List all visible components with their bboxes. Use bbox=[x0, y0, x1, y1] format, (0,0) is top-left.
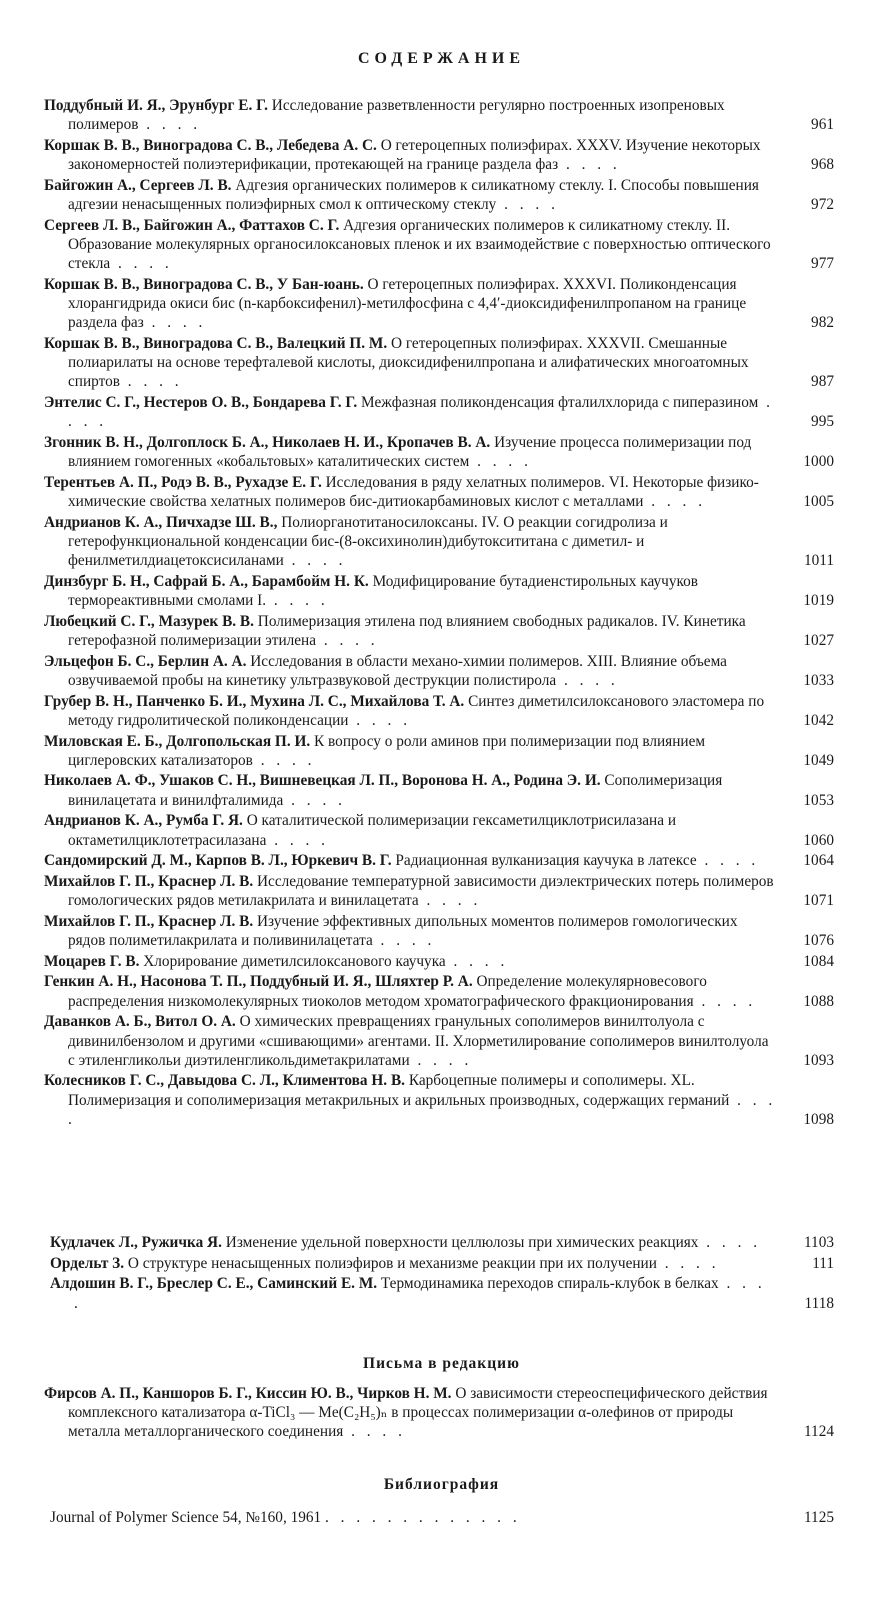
entry-authors: Поддубный И. Я., Эрунбург Е. Г. bbox=[44, 97, 268, 114]
toc-entry bbox=[50, 1254, 834, 1273]
entry-authors: Миловская Е. Б., Долгопольская П. И. bbox=[44, 732, 311, 750]
leader-dots: . . . . bbox=[68, 1091, 777, 1128]
page-number: 1027 bbox=[803, 631, 834, 649]
toc-entry bbox=[44, 1012, 834, 1070]
leader-dots: . . . . bbox=[266, 831, 329, 849]
page-number: 1118 bbox=[804, 1294, 834, 1312]
entry-title: Хлорирование диметилсилоксанового каучука bbox=[143, 952, 446, 970]
entry-title: Исследование температурной зависимости диэлектрических потерь полимеров гомологических рядов метилакрилата и винилацетата bbox=[68, 872, 774, 910]
toc-entry bbox=[44, 136, 834, 174]
page-number: 1125 bbox=[803, 1509, 834, 1526]
entry-title: Термодинамика переходов спираль-клубок в белках bbox=[380, 1275, 719, 1293]
toc-letters-list bbox=[44, 1384, 834, 1443]
page-title: СОДЕРЖАНИЕ bbox=[357, 50, 526, 67]
page-number: 1000 bbox=[803, 453, 834, 471]
leader-dots: . . . . bbox=[110, 255, 173, 273]
leader-dots: . . . . bbox=[496, 196, 559, 214]
entry-title: О гетероцепных полиэфирах. XXXVII. Смешанные полиарилаты на основе терефталевой кислоты, диоксидифенилпропана и алифатических многоатомных спиртов bbox=[68, 334, 749, 391]
page-number: 972 bbox=[811, 196, 834, 214]
leader-dots: . . . . bbox=[643, 493, 707, 511]
toc-entry bbox=[44, 692, 834, 730]
toc-entry bbox=[44, 176, 834, 214]
toc-entry bbox=[44, 96, 834, 134]
toc-entry bbox=[44, 952, 834, 971]
leader-dots: . . . . bbox=[119, 373, 183, 391]
leader-dots: . . . . bbox=[696, 852, 760, 870]
toc-entry bbox=[44, 851, 834, 870]
toc-entry bbox=[44, 393, 834, 431]
section-heading-letters: Письма в редакцию bbox=[363, 1355, 520, 1372]
entry-title: Адгезия органических полимеров к силикатному стеклу. I. Способы повышения адгезии ненасыщенных полиэфирных смол к оптическому стеклу bbox=[68, 176, 759, 214]
toc-entry bbox=[50, 1233, 834, 1252]
section-heading-bibliography: Библиография bbox=[383, 1476, 500, 1493]
page-number: 1011 bbox=[803, 552, 834, 570]
toc-entry bbox=[44, 275, 834, 333]
entry-title: Изучение процесса полимеризации под влиянием гомогенных «кобальтовых» каталитических систем bbox=[68, 433, 752, 471]
entry-authors: Терентьев А. П., Родэ В. В., Рухадзе Е. Г. bbox=[44, 473, 322, 491]
page-number: 961 bbox=[811, 116, 834, 134]
page-number: 968 bbox=[811, 156, 834, 174]
entry-authors: Андрианов К. А., Румба Г. Я. bbox=[44, 812, 243, 830]
entry-title: О каталитической полимеризации гексаметилциклотрисилазана и октаметилциклотетрасилазана bbox=[68, 812, 677, 849]
entry-title: Карбоцепные полимеры и сополимеры. XL. Полимеризация и сополимеризация метакрильных и акрильных производных, содержащих германий bbox=[68, 1072, 730, 1109]
entry-title: Исследования в области механо-химии полимеров. XIII. Влияние объема озвучиваемой пробы на кинетику ультразвуковой деструкции полистирола bbox=[68, 652, 727, 689]
entry-authors: Эльцефон Б. С., Берлин А. А. bbox=[44, 652, 247, 670]
bibliography-text: Journal of Polymer Science 54, №160, 1961 bbox=[50, 1509, 322, 1526]
leader-dots: . . . . bbox=[316, 631, 379, 649]
entry-authors: Байгожин А., Сергеев Л. В. bbox=[44, 176, 232, 194]
page-number: 111 bbox=[812, 1254, 834, 1272]
toc-entry bbox=[44, 872, 834, 910]
entry-authors: Коршак В. В., Виноградова С. В., Валецкий П. М. bbox=[44, 334, 388, 352]
entry-title: Исследование разветвленности регулярно построенных изопреновых полимеров bbox=[68, 97, 725, 134]
page-number: 1088 bbox=[803, 992, 834, 1010]
page-number: 1098 bbox=[803, 1110, 834, 1128]
toc-entry bbox=[44, 572, 834, 610]
entry-authors: Николаев А. Ф., Ушаков С. Н., Вишневецкая Л. П., Воронова Н. А., Родина Э. И. bbox=[44, 772, 601, 790]
toc-main-list bbox=[44, 96, 834, 1131]
toc-entry bbox=[44, 1071, 834, 1129]
page-number: 1071 bbox=[803, 892, 834, 910]
leader-dots: . . . . bbox=[693, 992, 757, 1010]
leader-dots: . . . . bbox=[68, 394, 774, 431]
leader-dots: . . . . bbox=[74, 1275, 766, 1312]
entry-title: Модифицирование бутадиенстирольных каучуков термореактивными смолами I. bbox=[68, 572, 699, 610]
toc-secondary-list bbox=[44, 1233, 834, 1314]
leader-dots: . . . . bbox=[418, 892, 482, 910]
leader-dots: . . . . bbox=[143, 314, 207, 332]
entry-authors: Любецкий С. Г., Мазурек В. В. bbox=[44, 612, 254, 630]
leader-dots: . . . . bbox=[558, 156, 621, 174]
entry-title: О структуре ненасыщенных полиэфиров и механизме реакции при их получении bbox=[127, 1254, 657, 1272]
page-number: 1064 bbox=[803, 852, 834, 870]
page-number: 1042 bbox=[803, 711, 834, 729]
leader-dots: . . . . bbox=[343, 1423, 406, 1441]
toc-entry bbox=[44, 771, 834, 809]
entry-authors: Фирсов А. П., Каншоров Б. Г., Киссин Ю. В., Чирков Н. М. bbox=[44, 1385, 452, 1402]
toc-entry bbox=[44, 1384, 834, 1442]
toc-entry bbox=[44, 972, 834, 1010]
leader-dots: . . . . bbox=[283, 791, 346, 809]
entry-authors: Энтелис С. Г., Нестеров О. В., Бондарева Г. Г. bbox=[44, 394, 358, 412]
page-number: 1084 bbox=[803, 952, 834, 970]
entry-title: О зависимости стереоспецифического действия комплексного катализатора α-TiCl₃ — Me(C₂H₅)ₙ в процессах полимеризации α-олефинов от природы металла металлорганического соединения bbox=[68, 1385, 768, 1441]
entry-authors: Колесников Г. С., Давыдова С. Л., Климентова Н. В. bbox=[44, 1072, 405, 1090]
entry-authors: Динзбург Б. Н., Сафрай Б. А., Барамбойм Н. К. bbox=[44, 572, 369, 590]
leader-dots: . . . . bbox=[409, 1051, 473, 1069]
toc-entry bbox=[44, 732, 834, 770]
page-number: 1076 bbox=[803, 932, 834, 950]
entry-title: Полиорганотитаносилоксаны. IV. О реакции согидролиза и гетерофункциональной конденсации бис-(8-оксихинолин)дибутоксититана с диметил- и фенилметилдиацетоксисиланами bbox=[68, 513, 668, 570]
leader-dots: . . . . bbox=[252, 751, 316, 769]
toc-entry bbox=[44, 612, 834, 650]
page-number: 977 bbox=[811, 255, 834, 273]
leader-dots: . . . . bbox=[445, 952, 509, 970]
entry-title: Изменение удельной поверхности целлюлозы при химических реакциях bbox=[225, 1234, 699, 1251]
entry-title: Адгезия органических полимеров к силикатному стеклу. II. Образование молекулярных органосилоксановых пленок и их взаимодействие с поверхностью оптического стекла bbox=[68, 216, 771, 273]
entry-authors: Коршак В. В., Виноградова С. В., Лебедева А. С. bbox=[44, 136, 377, 154]
entry-authors: Грубер В. Н., Панченко Б. И., Мухина Л. С., Михайлова Т. А. bbox=[44, 692, 465, 710]
leader-dots: . . . . bbox=[656, 1254, 720, 1272]
entry-title: Исследования в ряду хелатных полимеров. VI. Некоторые физико-химические свойства хелатных полимеров бис-дитиокарбаминовых кислот с металлами bbox=[68, 473, 759, 511]
page-number: 1005 bbox=[803, 493, 834, 511]
toc-entry bbox=[44, 473, 834, 511]
leader-dots: . . . . bbox=[698, 1234, 762, 1251]
entry-authors: Алдошин В. Г., Бреслер С. Е., Саминский Е. М. bbox=[50, 1275, 378, 1293]
entry-authors: Згонник В. Н., Долгоплоск Б. А., Николаев Н. И., Кропачев В. А. bbox=[44, 433, 491, 451]
entry-title: Определение молекулярновесового распределения низкомолекулярных тиоколов методом хроматографического фракционирования bbox=[68, 973, 707, 1010]
entry-authors: Андрианов К. А., Пичхадзе Ш. В., bbox=[44, 513, 278, 531]
entry-authors: Ордельт З. bbox=[50, 1254, 125, 1272]
leader-dots: . . . . . . . . . . . . . bbox=[325, 1509, 521, 1526]
page-number: 1049 bbox=[803, 751, 834, 769]
entry-authors: Генкин А. Н., Насонова Т. П., Поддубный И. Я., Шляхтер Р. А. bbox=[44, 973, 473, 991]
page-number: 995 bbox=[811, 413, 834, 431]
entry-authors: Коршак В. В., Виноградова С. В., У Бан-юань. bbox=[44, 275, 364, 293]
entry-title: Изучение эффективных дипольных моментов полимеров гомологических рядов полиметилакрилата и поливинилацетата bbox=[68, 912, 738, 950]
entry-authors: Кудлачек Л., Ружичка Я. bbox=[50, 1234, 222, 1251]
page-number: 1053 bbox=[803, 791, 834, 809]
toc-entry bbox=[44, 513, 834, 571]
leader-dots: . . . . bbox=[348, 711, 412, 729]
entry-title: О химических превращениях гранульных сополимеров винилтолуола с дивинилбензолом и другими «сшивающими» агентами. II. Хлорметилирование сополимеров винилтолуола с этиленгликольи диэтиленгликольдиметакрилатами bbox=[68, 1013, 769, 1069]
toc-entry bbox=[44, 433, 834, 471]
entry-authors: Сандомирский Д. М., Карпов В. Л., Юркевич В. Г. bbox=[44, 852, 392, 870]
leader-dots: . . . . bbox=[469, 453, 532, 471]
toc-entry bbox=[44, 216, 834, 274]
page-number: 1103 bbox=[803, 1234, 834, 1251]
toc-entry bbox=[50, 1274, 834, 1312]
entry-authors: Михайлов Г. П., Краснер Л. В. bbox=[44, 872, 254, 890]
page-number: 1093 bbox=[803, 1051, 834, 1069]
leader-dots: . . . . bbox=[138, 116, 202, 134]
entry-authors: Сергеев Л. В., Байгожин А., Фаттахов С. Г. bbox=[44, 216, 340, 234]
leader-dots: . . . . bbox=[283, 552, 347, 570]
toc-entry bbox=[44, 334, 834, 392]
entry-title: О гетероцепных полиэфирах. XXXVI. Поликонденсация хлорангидрида окиси бис (n-карбоксифенил)-метилфосфина с 4,4′-диоксидифенилпропаном на границе раздела фаз bbox=[68, 275, 747, 332]
page-number: 987 bbox=[811, 373, 834, 391]
entry-authors: Моцарев Г. В. bbox=[44, 952, 140, 970]
entry-authors: Даванков А. Б., Витол О. А. bbox=[44, 1013, 236, 1031]
entry-authors: Михайлов Г. П., Краснер Л. В. bbox=[44, 912, 254, 930]
page-number: 1019 bbox=[803, 592, 834, 610]
toc-entry bbox=[44, 652, 834, 690]
leader-dots: . . . . bbox=[266, 592, 329, 610]
entry-title: Радиационная вулканизация каучука в латексе bbox=[395, 852, 697, 870]
page-number: 1124 bbox=[803, 1423, 834, 1441]
page-number: 1060 bbox=[803, 831, 834, 849]
toc-entry bbox=[44, 912, 834, 950]
entry-title: Полимеризация этилена под влиянием свободных радикалов. IV. Кинетика гетерофазной полимеризации этилена bbox=[68, 612, 746, 649]
entry-title: К вопросу о роли аминов при полимеризации под влиянием циглеровских катализаторов bbox=[68, 732, 706, 769]
page-number: 982 bbox=[811, 314, 834, 332]
entry-title: О гетероцепных полиэфирах. XXXV. Изучение некоторых закономерностей полиэтерификации, протекающей на границе раздела фаз bbox=[68, 136, 761, 174]
entry-title: Синтез диметилсилоксанового эластомера по методу гидролитической поликонденсации bbox=[68, 692, 765, 729]
entry-title: Сополимеризация винилацетата и винилфталимида bbox=[68, 772, 723, 809]
leader-dots: . . . . bbox=[556, 671, 619, 689]
page-number: 1033 bbox=[803, 671, 834, 689]
entry-title: Межфазная поликонденсация фталилхлорида с пиперазином bbox=[361, 394, 759, 412]
toc-entry bbox=[44, 811, 834, 849]
leader-dots: . . . . bbox=[372, 932, 436, 950]
bibliography-entry bbox=[44, 1508, 834, 1529]
